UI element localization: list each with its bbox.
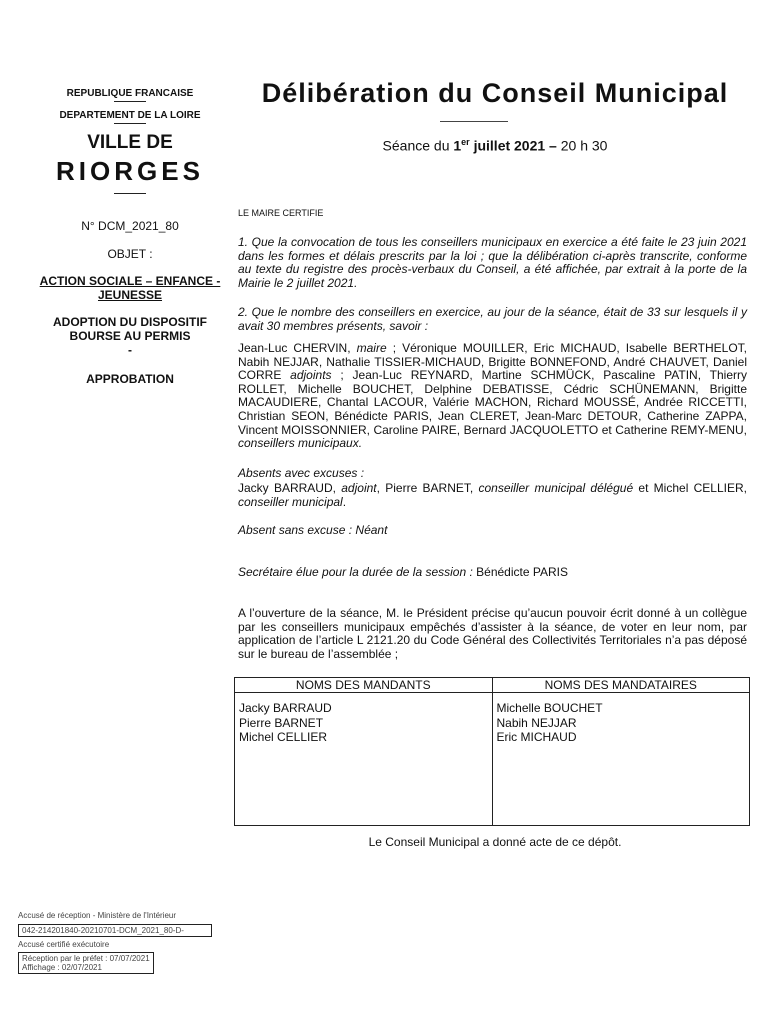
paragraph-quorum: 2. Que le nombre des conseillers en exercice, au jour de la séance, était de 33 sur lesquels il y avait 30 membres présents, savoir :: [238, 305, 747, 333]
seance-day-suffix: er: [461, 137, 470, 147]
table-header-mandants: NOMS DES MANDANTS: [235, 678, 493, 693]
mandataire-name: Eric MICHAUD: [496, 730, 577, 744]
seance-time: 20 h 30: [560, 137, 608, 154]
absents-list: [238, 482, 747, 509]
mandats-table: [234, 677, 750, 826]
presents-text: ; Véronique MOUILLER, Eric MICHAUD, Isabelle BERTHELOT, Nabih NEJJAR, Nathalie TISSIER-MICHAUD, Brigitte BONNEFOND, André CHAUVET, Daniel CORRE: [238, 341, 747, 383]
approbation-label: APPROBATION: [86, 372, 174, 387]
conclusion: Le Conseil Municipal a donné acte de ce dépôt.: [368, 835, 622, 849]
paragraph-ouverture: A l’ouverture de la séance, M. le Président précise qu’aucun pouvoir écrit donné à un collègue par les conseillers municipaux empêchés d’assister à la séance, de voter en leur nom, par application de l’article L 2121.20 du Code Général des Collectivités Territoriales n’a pas déposé sur le bureau de l’assemblée ;: [238, 606, 747, 661]
divider: [114, 123, 146, 124]
objet-subtitle: ADOPTION DU DISPOSITIF BOURSE AU PERMIS: [52, 315, 207, 343]
absents-label: Absents avec excuses :: [238, 466, 365, 480]
stamp-box: [18, 952, 154, 974]
page-title: Délibération du Conseil Municipal: [261, 78, 729, 108]
mandataire-name: Nabih NEJJAR: [496, 715, 577, 730]
mandants-cell: [235, 693, 493, 826]
table-header-mandataires: NOMS DES MANDATAIRES: [492, 678, 750, 693]
left-column: [30, 88, 230, 387]
absents-text: et Michel CELLIER,: [633, 481, 747, 495]
seance-line: [240, 137, 750, 154]
secretaire-name: Bénédicte PARIS: [476, 565, 568, 579]
republique-label: REPUBLIQUE FRANCAISE: [66, 88, 194, 99]
role-label: maire: [356, 341, 387, 355]
seance-prefix: Séance du: [382, 137, 454, 154]
objet-separator: -: [128, 342, 132, 357]
mandant-name: Jacky BARRAUD: [239, 701, 332, 715]
title-divider: [440, 121, 508, 122]
maire-certifie: LE MAIRE CERTIFIE: [238, 208, 324, 218]
role-label: adjoint: [341, 481, 377, 495]
mandataires-cell: [492, 693, 750, 826]
presents-list: [238, 342, 747, 451]
departement-label: DEPARTEMENT DE LA LOIRE: [59, 110, 201, 121]
stamp-reception: Réception par le préfet : 07/07/2021: [22, 954, 150, 963]
mandataire-name: Michelle BOUCHET: [496, 701, 603, 715]
role-label: conseiller municipal délégué: [478, 481, 634, 495]
presents-text: Jean-Luc CHERVIN,: [238, 341, 357, 355]
stamp-title: Accusé de réception - Ministère de l'Intérieur: [18, 911, 177, 920]
ville-name: RIORGES: [56, 156, 204, 186]
absents-text: .: [342, 494, 347, 509]
role-label: conseiller municipal: [238, 494, 343, 509]
divider: [114, 101, 146, 102]
divider: [114, 193, 146, 194]
objet-label: OBJET :: [107, 246, 153, 261]
seance-separator: –: [545, 137, 561, 154]
role-label: conseillers municipaux.: [238, 436, 363, 451]
role-label: adjoints: [290, 368, 332, 383]
absent-sans-excuse: Absent sans excuse : Néant: [238, 523, 388, 537]
mandant-name: Pierre BARNET: [239, 715, 324, 730]
stamp-affichage: Affichage : 02/07/2021: [22, 963, 102, 972]
presents-text: ; Jean-Luc REYNARD, Martine SCHMÜCK, Pascaline PATIN, Thierry ROLLET, Michelle BOUCHET, Delphine DEBATISSE, Cédric SCHÜNEMANN, Brigitte MACAUDIERE, Chantal LACOUR, Valérie MACHON, Richard MOUSSÉ, Andrée RICCETTI, Christian SEON, Bénédicte PARIS, Jean CLERET, Jean-Marc DETOUR, Catherine ZAPPA, Vincent MOISSONNIER, Caroline PAIRE, Bernard JACQUOLETTO et Catherine REMY-MENU,: [238, 368, 747, 437]
objet-title: ACTION SOCIALE – ENFANCE - JEUNESSE: [39, 274, 221, 302]
seance-date: juillet 2021: [469, 137, 546, 154]
secretaire-label: Secrétaire élue pour la durée de la session :: [238, 565, 477, 579]
secretaire-line: [238, 566, 568, 580]
stamp-reference: 042-214201840-20210701-DCM_2021_80-D-: [18, 924, 212, 937]
absents-text: Jacky BARRAUD,: [238, 481, 342, 495]
mandant-name: Michel CELLIER: [239, 730, 328, 744]
ville-de-label: VILLE DE: [87, 132, 173, 153]
deliberation-number: N° DCM_2021_80: [81, 219, 179, 233]
stamp-certified: Accusé certifié exécutoire: [18, 940, 110, 949]
absents-text: , Pierre BARNET,: [376, 481, 479, 495]
paragraph-convocation: 1. Que la convocation de tous les conseillers municipaux en exercice a été faite le 23 juin 2021 dans les formes et délais prescrits par la loi ; que la délibération ci-après transcrite, conforme au texte du registre des procès-verbaux du Conseil, a été affichée, par extrait à la porte de la Mairie le 2 juillet 2021.: [238, 235, 747, 290]
seance-day: 1: [453, 137, 462, 154]
